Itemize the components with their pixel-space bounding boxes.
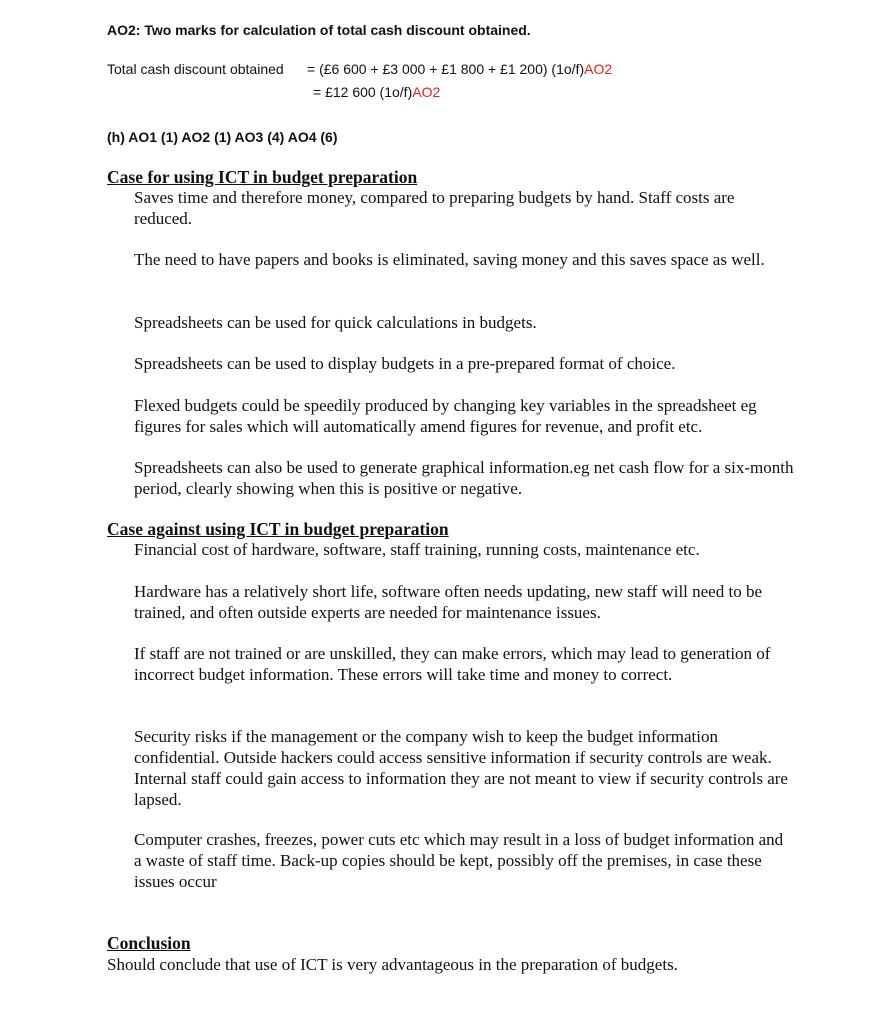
case-for-point: Saves time and therefore money, compared to preparing budgets by hand. Staff costs are reduced. [134,188,735,228]
case-for-point: Spreadsheets can be used for quick calculations in budgets. [134,313,537,332]
case-against-point: Computer crashes, freezes, power cuts etc which may result in a loss of budget information and a waste of staff time. Back-up copies should be kept, possibly off the premises, in case these issues occur [134,830,784,891]
calc-line-1 [307,61,612,77]
calc-label: Total cash discount obtained [107,61,284,77]
case-for-point: Flexed budgets could be speedily produced by changing key variables in the spreadsheet eg figures for sales which will automatically amend figures for revenue, and profit etc. [134,396,757,436]
case-for-point: Spreadsheets can be used to display budgets in a pre-prepared format of choice. [134,354,676,373]
case-against-point: Security risks if the management or the company wish to keep the budget information confidential. Outside hackers could access sensitive information if security controls are weak. Internal staff could gain access to information they are not meant to view if security controls are lapsed. [134,727,788,809]
case-against-heading: Case against using ICT in budget preparation [107,519,449,539]
calc-line-2-expression: = £12 600 (1o/f) [313,84,413,100]
calc-line-2 [313,84,440,100]
ao2-header: AO2: Two marks for calculation of total cash discount obtained. [107,22,531,38]
case-against-point: Hardware has a relatively short life, software often needs updating, new staff will need to be trained, and often outside experts are needed for maintenance issues. [134,582,762,622]
calc-line-1-expression: = (£6 600 + £3 000 + £1 800 + £1 200) (1o/f) [307,61,585,77]
case-for-heading: Case for using ICT in budget preparation [107,167,418,187]
case-against-point: If staff are not trained or are unskilled, they can make errors, which may lead to generation of incorrect budget information. These errors will take time and money to correct. [134,644,771,684]
conclusion-text: Should conclude that use of ICT is very advantageous in the preparation of budgets. [107,955,678,974]
case-against-point: Financial cost of hardware, software, staff training, running costs, maintenance etc. [134,540,700,559]
case-for-point: The need to have papers and books is eliminated, saving money and this saves space as well. [134,250,765,269]
case-for-point: Spreadsheets can also be used to generate graphical information.eg net cash flow for a six-month period, clearly showing when this is positive or negative. [134,458,794,498]
part-h-label: (h) AO1 (1) AO2 (1) AO3 (4) AO4 (6) [107,129,338,145]
calc-line-1-ao-tag: AO2 [584,61,613,77]
conclusion-heading: Conclusion [107,933,191,953]
calc-line-2-ao-tag: AO2 [412,84,441,100]
